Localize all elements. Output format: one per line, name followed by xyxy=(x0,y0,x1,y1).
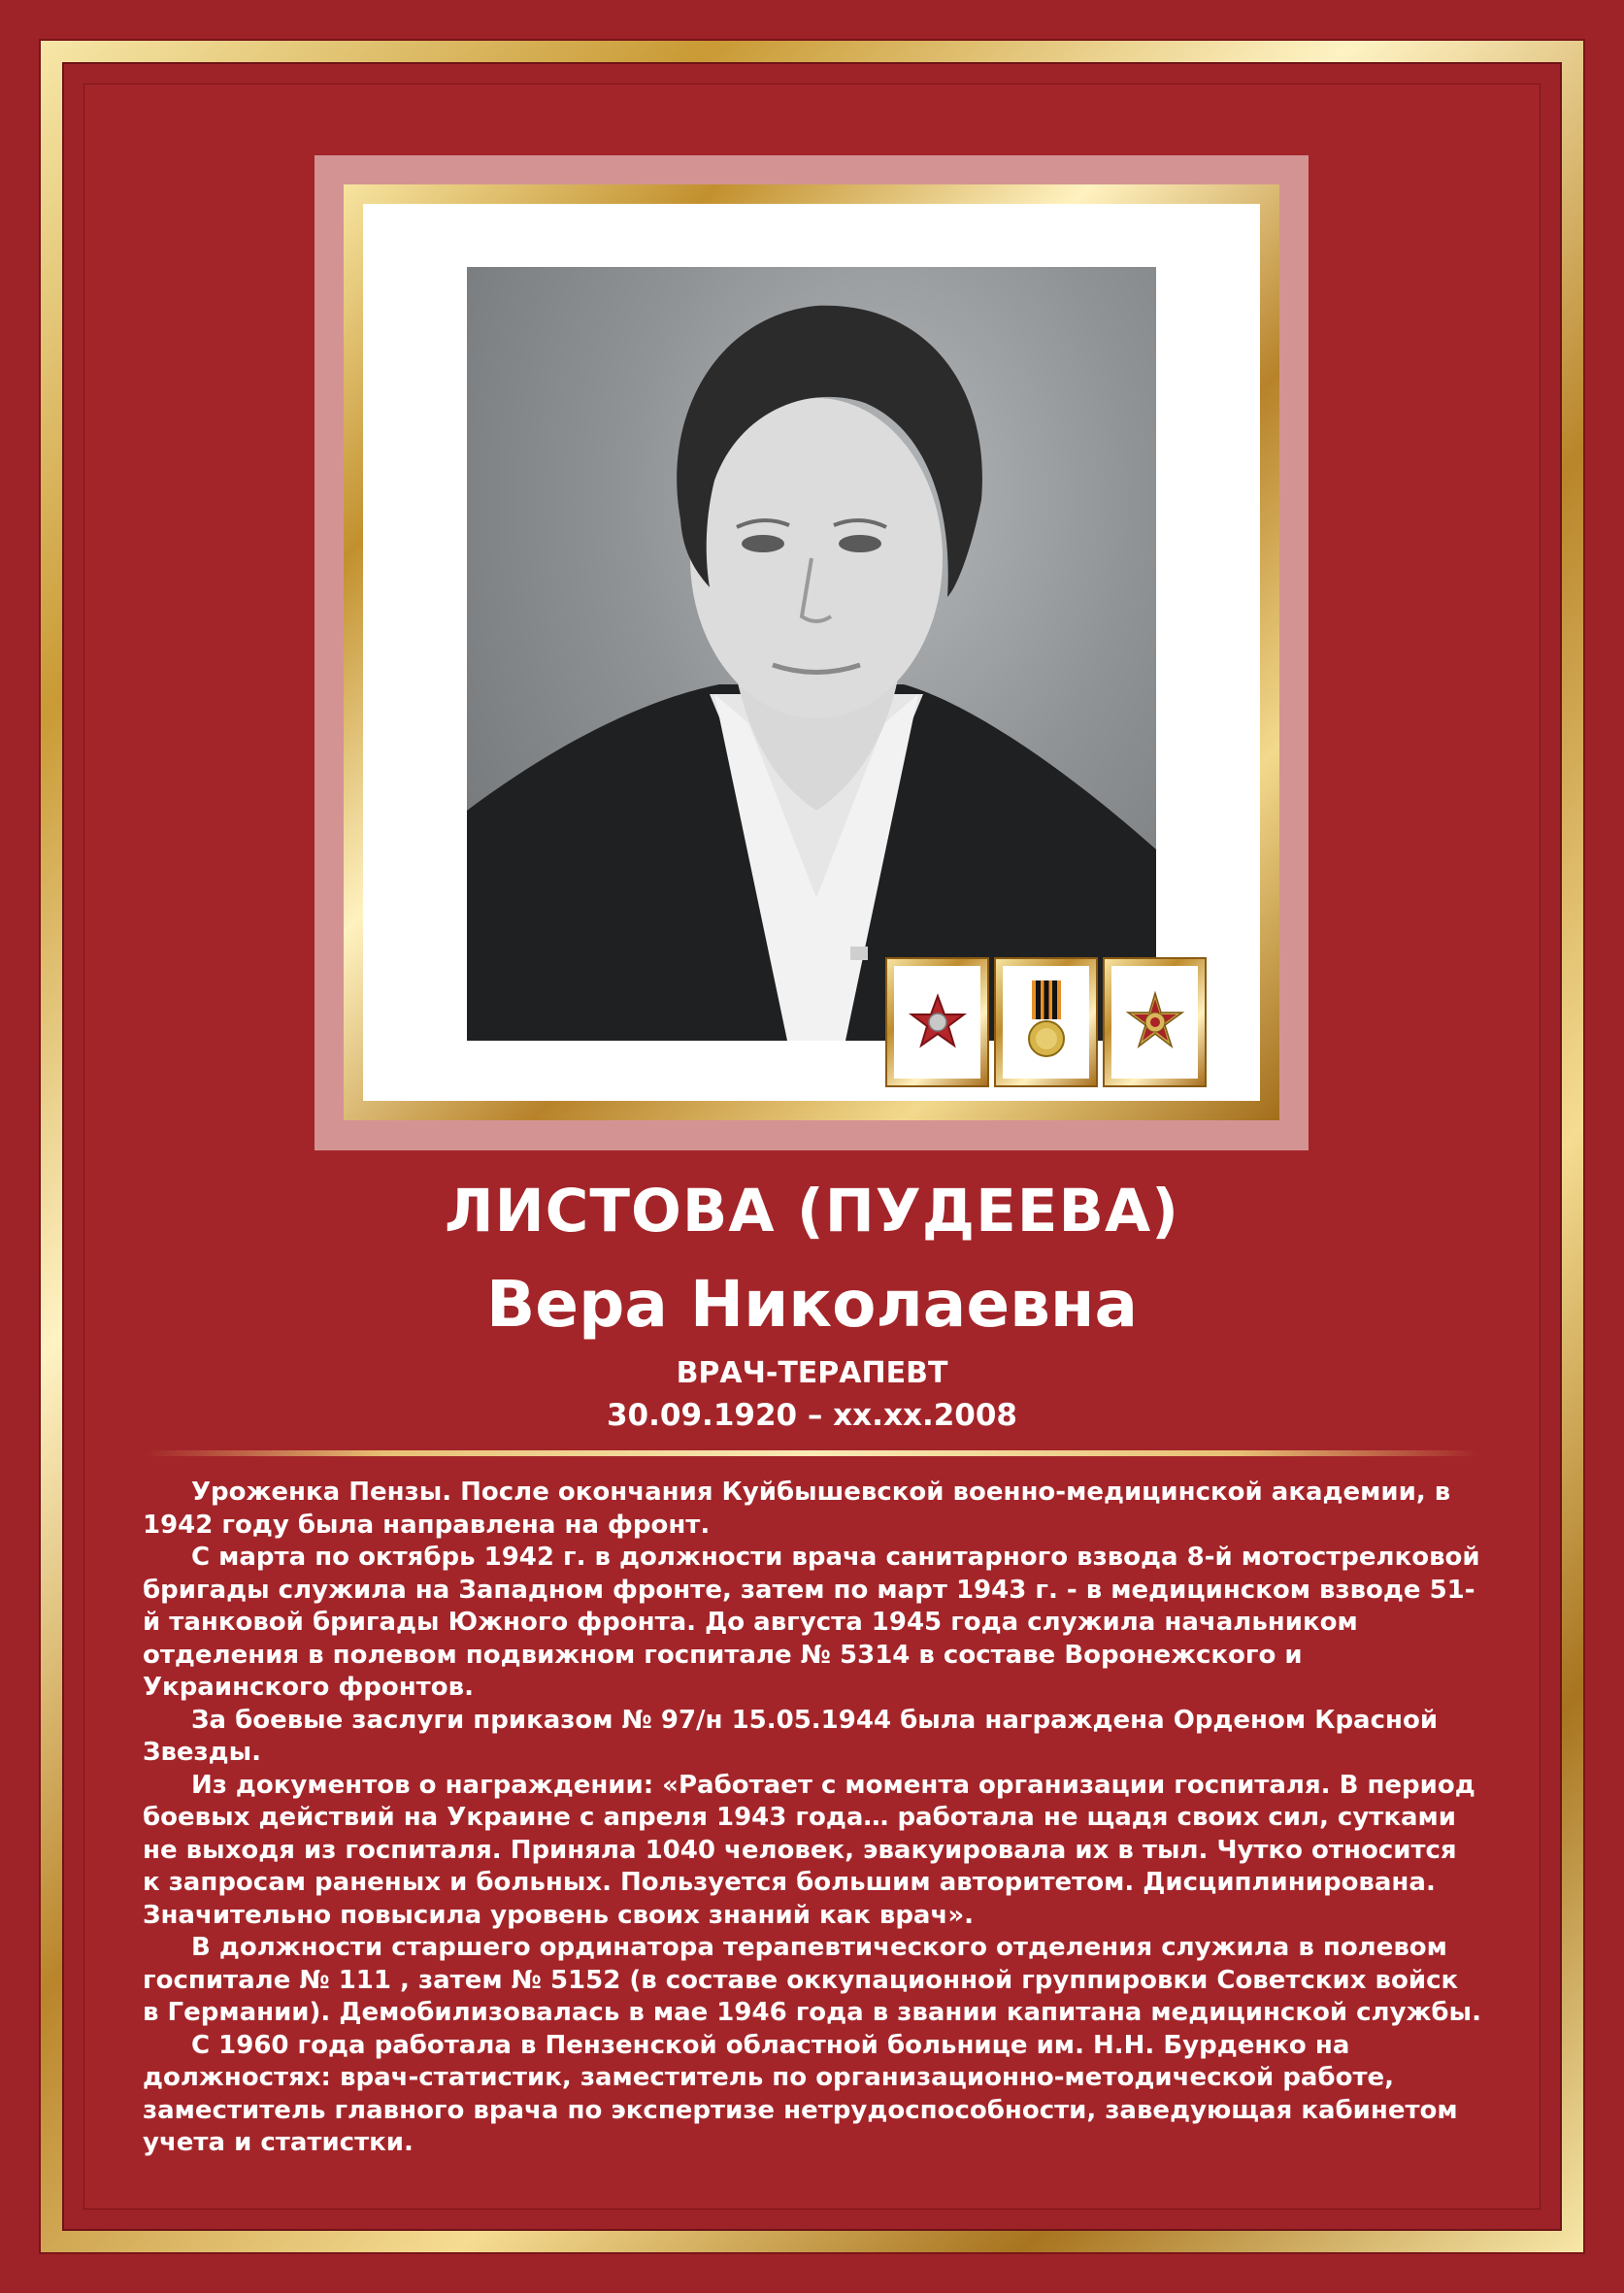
surname: ЛИСТОВА (ПУДЕЕВА) xyxy=(444,1177,1180,1246)
bio-paragraph: С марта по октябрь 1942 г. в должности врача санитарного взвода 8-й мотострелковой бригады служила на Западном фронте, затем по март 1943 г. - в медицинском взводе 51-й танковой бригады Южного фронта. До августа 1945 года служила начальником отделения в полевом подвижном госпитале № 5314 в составе Воронежского и Украинского фронтов. xyxy=(143,1543,1480,1702)
gold-divider xyxy=(146,1450,1478,1456)
order-of-patriotic-war-icon xyxy=(1105,959,1205,1085)
portrait-photo xyxy=(467,267,1156,1041)
bio-paragraph: За боевые заслуги приказом № 97/н 15.05.1944 была награждена Орденом Красной Звезды. xyxy=(143,1705,1439,1767)
given-name: Вера Николаевна xyxy=(486,1267,1138,1342)
st-george-ribbon-medal-icon xyxy=(996,959,1096,1085)
bio-paragraph: Из документов о награждении: «Работает с момента организации госпиталя. В период боевых действий на Украине с апреля 1943 года… работала не щадя своих сил, сутками не выходя из госпиталя. Приняла 1040 человек, эвакуировала их в тыл. Чутко относится к запросам раненых и больных. Пользуется большим авторитетом. Дисциплинирована. Значительно повысила уровень своих знаний как врач». xyxy=(143,1770,1475,1930)
red-star-order-icon xyxy=(887,959,987,1085)
position-title: ВРАЧ-ТЕРАПЕВТ xyxy=(676,1356,948,1390)
life-dates: 30.09.1920 – хх.хх.2008 xyxy=(606,1398,1017,1433)
bio-paragraph: В должности старшего ординатора терапевтического отделения служила в полевом госпитале № 111 , затем № 5152 (в составе оккупационной группировки Советских войск в Германии). Демобилизовалась в мае 1946 года в звании капитана медицинской службы. xyxy=(143,1933,1481,2027)
bio-paragraph: С 1960 года работала в Пензенской областной больнице им. Н.Н. Бурденко на должностях: врач-статистик, заместитель по организационно-методической работе, заместитель главного врача по экспертизе нетрудоспособности, заведующая кабинетом учета и статистки. xyxy=(143,2030,1458,2157)
bio-paragraph: Уроженка Пензы. После окончания Куйбышевской военно-медицинской академии, в 1942 году была направлена на фронт. xyxy=(143,1478,1451,1540)
biography-text xyxy=(143,1477,1482,2160)
